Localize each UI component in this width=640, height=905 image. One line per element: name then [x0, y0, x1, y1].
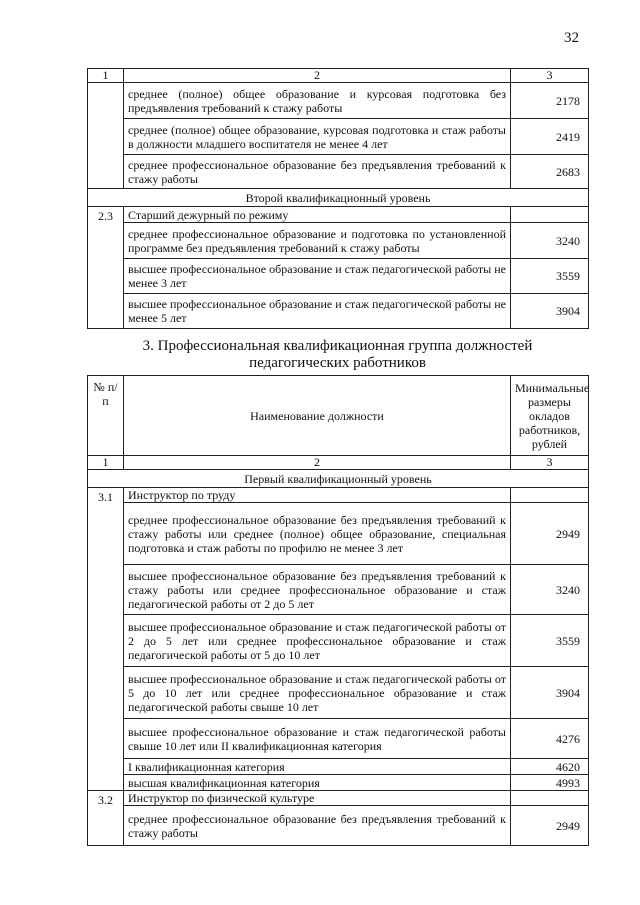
- section-title-line-2: педагогических работников: [249, 355, 426, 371]
- table-row: [88, 503, 589, 565]
- requirement-text: среднее профессиональное образование без предъявления требований к стажу работы или среднее (полное) общее образование, специальная подготовка и стаж работы по профилю не менее 3 лет: [124, 503, 511, 565]
- salary-value: 4620: [511, 759, 589, 775]
- column-number-row: [88, 69, 589, 83]
- salary-value: 4993: [511, 775, 589, 791]
- salary-value: 3904: [511, 667, 589, 719]
- salary-value: 3240: [511, 223, 589, 259]
- requirement-text: высшее профессиональное образование и стаж педагогической работы свыше 10 лет или II квалификационная категория: [124, 719, 511, 759]
- requirement-text: среднее (полное) общее образование, курсовая подготовка и стаж работы в должности младшего воспитателя не менее 4 лет: [124, 119, 511, 155]
- position-row: [88, 791, 589, 806]
- requirement-text: среднее профессиональное образование без предъявления требований к стажу работы: [124, 806, 511, 846]
- page-number: 32: [564, 30, 579, 46]
- position-number: 3.2: [88, 791, 124, 846]
- row-num-cell: [88, 83, 124, 189]
- salary-value: 2419: [511, 119, 589, 155]
- section-title-line-1: 3. Профессиональная квалификационная группа должностей: [142, 338, 533, 354]
- col-num-3: 3: [511, 69, 589, 83]
- header-number: № п/п: [88, 376, 124, 456]
- requirement-text: среднее профессиональное образование без предъявления требований к стажу работы: [124, 155, 511, 189]
- table-row: [88, 565, 589, 615]
- salary-value: 2949: [511, 806, 589, 846]
- level-row: [88, 470, 589, 488]
- level-row: [88, 189, 589, 207]
- column-number-row: [88, 456, 589, 470]
- table-row: [88, 719, 589, 759]
- requirement-text: высшее профессиональное образование без предъявления требований к стажу работы или среднее профессиональное образование и стаж педагогической работы от 2 до 5 лет: [124, 565, 511, 615]
- position-number: 3.1: [88, 488, 124, 791]
- header-row: [88, 376, 589, 456]
- position-number: 2.3: [88, 207, 124, 329]
- salary-table-continued: [87, 68, 589, 329]
- table-row: [88, 615, 589, 667]
- requirement-text: высшая квалификационная категория: [124, 775, 511, 791]
- table-row: [88, 119, 589, 155]
- requirement-text: высшее профессиональное образование и стаж педагогической работы не менее 5 лет: [124, 294, 511, 329]
- table-row: [88, 759, 589, 775]
- col-num-1: 1: [88, 456, 124, 470]
- salary-value: 3559: [511, 259, 589, 294]
- salary-value: 2683: [511, 155, 589, 189]
- col-num-3: 3: [511, 456, 589, 470]
- empty-cell: [511, 488, 589, 503]
- salary-value: 2178: [511, 83, 589, 119]
- col-num-1: 1: [88, 69, 124, 83]
- salary-table-pedagogical: [87, 375, 589, 846]
- table-row: [88, 775, 589, 791]
- requirement-text: среднее (полное) общее образование и курсовая подготовка без предъявления требований к стажу работы: [124, 83, 511, 119]
- empty-cell: [511, 791, 589, 806]
- table-row: [88, 223, 589, 259]
- requirement-text: высшее профессиональное образование и стаж педагогической работы не менее 3 лет: [124, 259, 511, 294]
- salary-value: 4276: [511, 719, 589, 759]
- requirement-text: высшее профессиональное образование и стаж педагогической работы от 2 до 5 лет или среднее профессиональное образование и стаж педагогической работы от 5 до 10 лет: [124, 615, 511, 667]
- table-row: [88, 155, 589, 189]
- requirement-text: I квалификационная категория: [124, 759, 511, 775]
- position-row: [88, 488, 589, 503]
- col-num-2: 2: [124, 69, 511, 83]
- table-row: [88, 259, 589, 294]
- col-num-2: 2: [124, 456, 511, 470]
- table-row: [88, 806, 589, 846]
- position-name: Инструктор по физической культуре: [124, 791, 511, 806]
- position-name: Старший дежурный по режиму: [124, 207, 511, 223]
- qualification-level-heading: Первый квалификационный уровень: [88, 470, 589, 488]
- salary-value: 3240: [511, 565, 589, 615]
- requirement-text: среднее профессиональное образование и подготовка по установленной программе без предъявления требований к стажу работы: [124, 223, 511, 259]
- salary-value: 3559: [511, 615, 589, 667]
- table-row: [88, 667, 589, 719]
- table-row: [88, 83, 589, 119]
- section-title: [87, 338, 588, 372]
- salary-value: 3904: [511, 294, 589, 329]
- salary-value: 2949: [511, 503, 589, 565]
- position-name: Инструктор по труду: [124, 488, 511, 503]
- header-salary: Минимальные размеры окладов работников, рублей: [511, 376, 589, 456]
- position-row: [88, 207, 589, 223]
- requirement-text: высшее профессиональное образование и стаж педагогической работы от 5 до 10 лет или среднее профессиональное образование и стаж педагогической работы свыше 10 лет: [124, 667, 511, 719]
- header-position-name: Наименование должности: [124, 376, 511, 456]
- empty-cell: [511, 207, 589, 223]
- table-row: [88, 294, 589, 329]
- qualification-level-heading: Второй квалификационный уровень: [88, 189, 589, 207]
